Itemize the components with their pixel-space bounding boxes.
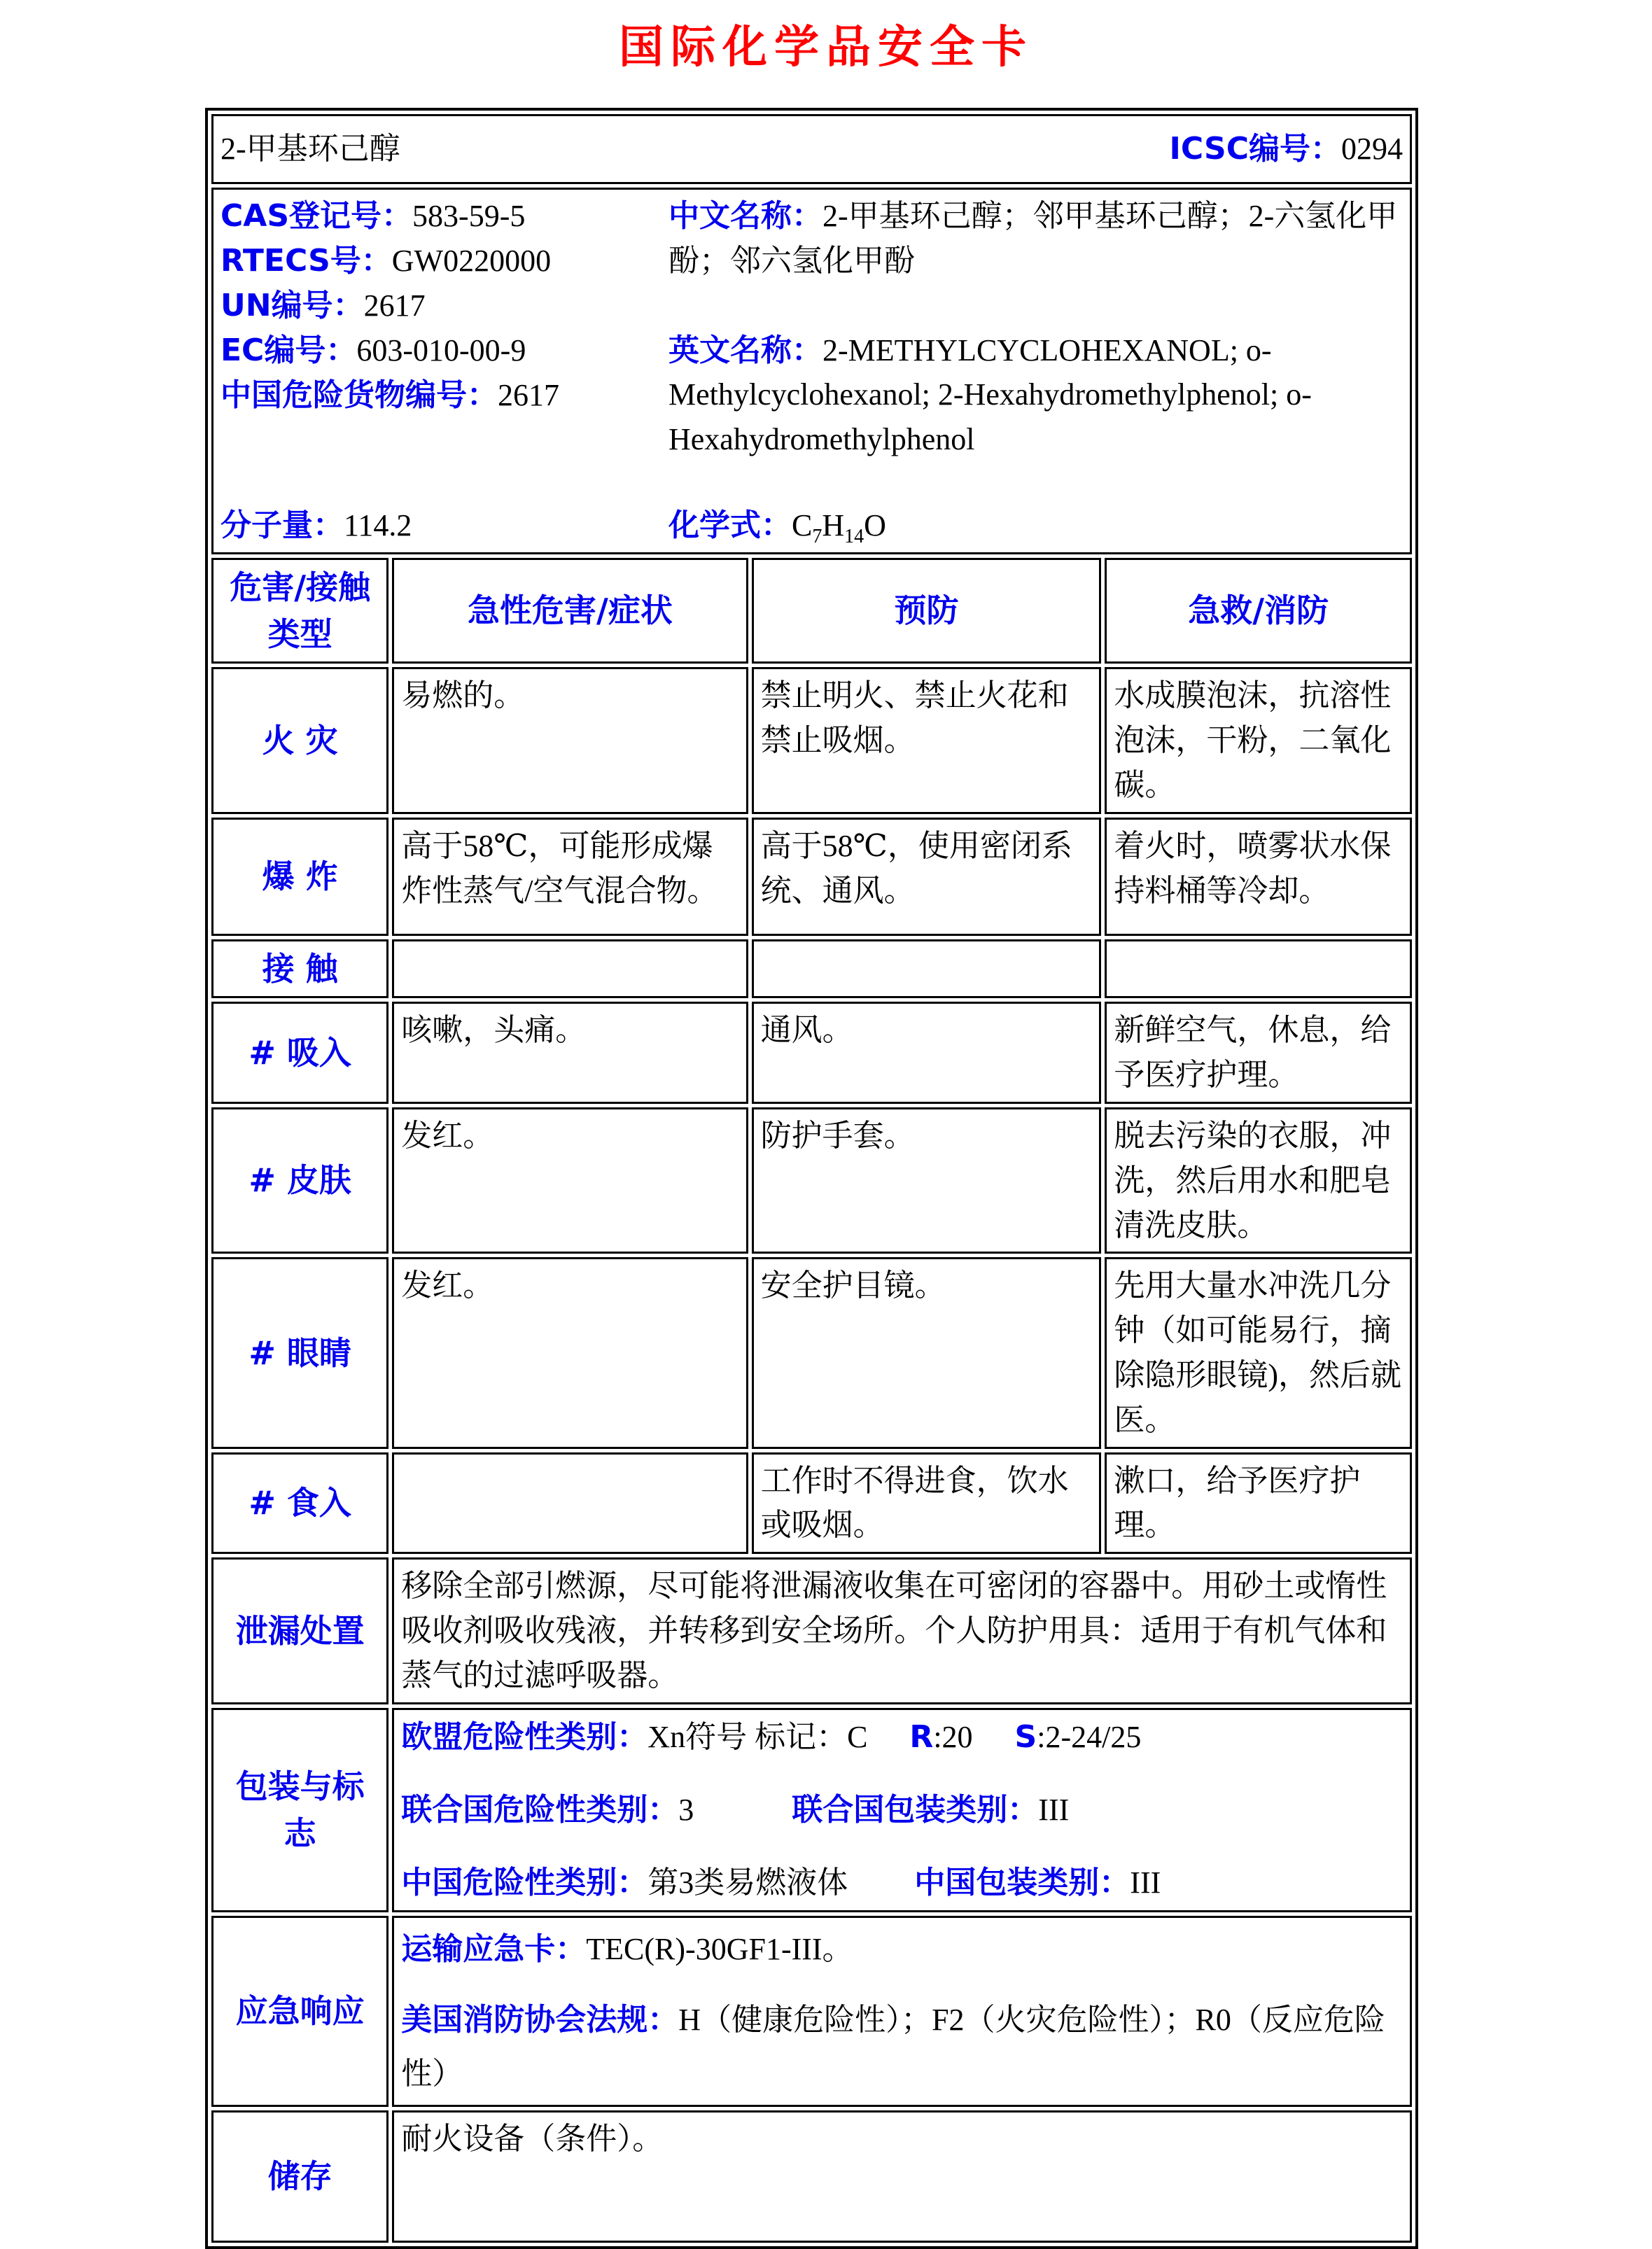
icsc-number-group: [1170, 127, 1403, 171]
ec-number-label: EC编号：: [220, 332, 357, 368]
storage-content: 耐火设备（条件）。: [392, 2110, 1412, 2243]
row-label-fire: 火 灾: [211, 667, 388, 813]
row-label-ingestion: # 食入: [211, 1452, 388, 1555]
chemical-names: [668, 194, 1403, 462]
registry-numbers: [220, 194, 668, 418]
ingestion-prevention: 工作时不得进食，饮水或吸烟。: [752, 1452, 1102, 1555]
china-class-value: 第3类易燃液体: [648, 1865, 848, 1900]
inhalation-response: 新鲜空气，休息，给予医疗护理。: [1105, 1002, 1412, 1104]
skin-symptoms: 发红。: [392, 1107, 748, 1254]
ec-number-line: [220, 328, 668, 373]
row-label-spill: 泄漏处置: [211, 1557, 388, 1704]
section-row-emergency: [211, 1916, 1412, 2107]
chemical-header-row: [211, 114, 1412, 184]
chemical-header-cell: [211, 114, 1412, 184]
un-pack-value: III: [1038, 1792, 1070, 1827]
row-label-emergency: 应急响应: [211, 1916, 388, 2107]
icsc-card-page: [0, 11, 1652, 2227]
english-name-line: [668, 328, 1403, 462]
chemical-name: 2-甲基环己醇: [220, 132, 400, 167]
eyes-response: 先用大量水冲洗几分钟（如可能易行，摘除隐形眼镜)，然后就医。: [1105, 1257, 1412, 1448]
ec-number-value: 603-010-00-9: [356, 333, 526, 367]
column-header-symptoms: 急性危害/症状: [392, 558, 748, 664]
ingestion-symptoms: [392, 1452, 748, 1555]
formula-line: [668, 503, 1403, 548]
molecular-weight-label: 分子量：: [220, 507, 344, 543]
hazard-row-eyes: [211, 1257, 1412, 1448]
eu-r-value: :20: [933, 1719, 973, 1754]
explosion-response: 着火时，喷雾状水保持料桶等冷却。: [1105, 818, 1412, 936]
hazard-row-fire: [211, 667, 1412, 813]
row-label-inhalation: # 吸入: [211, 1002, 388, 1104]
un-pack-label: 联合国包装类别：: [792, 1791, 1039, 1828]
identifier-left-column: [220, 194, 668, 548]
eu-classification-line: [401, 1714, 1403, 1760]
inhalation-symptoms: 咳嗽，头痛。: [392, 1002, 748, 1104]
icsc-number-value: 0294: [1341, 132, 1403, 167]
chinese-name-value: 2-甲基环己醇；邻甲基环己醇；2-六氢化甲酚；邻六氢化甲酚: [668, 199, 1398, 278]
formula-label: 化学式：: [668, 507, 792, 543]
un-number-line: [220, 283, 668, 328]
transport-card-value: TEC(R)-30GF1-III。: [586, 1931, 853, 1966]
row-label-packaging: 包装与标志: [211, 1708, 388, 1912]
identifier-cell: [211, 188, 1412, 554]
molecular-weight-line: [220, 503, 668, 548]
china-class-label: 中国危险性类别：: [401, 1864, 648, 1900]
column-header-hazard-type: 危害/接触类型: [211, 558, 388, 664]
formula-value: $C_7H_{14}O$: [792, 508, 886, 547]
un-number-value: 2617: [363, 288, 426, 323]
row-label-explosion: 爆 炸: [211, 818, 388, 936]
section-row-storage: [211, 2110, 1412, 2243]
eu-r-label: R: [909, 1718, 934, 1755]
identifier-right-column: [668, 194, 1403, 548]
rtecs-number-label: RTECS号：: [220, 243, 392, 279]
row-label-eyes: # 眼睛: [211, 1257, 388, 1448]
row-label-storage: 储存: [211, 2110, 388, 2243]
chemical-header: [220, 120, 1403, 178]
contact-response: [1105, 939, 1412, 999]
hazard-row-ingestion: [211, 1452, 1412, 1555]
un-class-label: 联合国危险性类别：: [401, 1791, 679, 1828]
section-row-packaging: [211, 1708, 1412, 1912]
china-pack-value: III: [1130, 1865, 1161, 1900]
transport-card-label: 运输应急卡：: [401, 1931, 587, 1967]
fire-prevention: 禁止明火、禁止火花和禁止吸烟。: [752, 667, 1102, 813]
fire-symptoms: 易燃的。: [392, 667, 748, 813]
explosion-symptoms: 高于58℃，可能形成爆炸性蒸气/空气混合物。: [392, 818, 748, 936]
chinese-name-line: [668, 194, 1403, 283]
identifier-row: [211, 188, 1412, 554]
china-classification-line: [401, 1860, 1403, 1906]
skin-prevention: 防护手套。: [752, 1107, 1102, 1254]
column-header-prevention: 预防: [752, 558, 1102, 664]
english-name-value: 2-METHYLCYCLOHEXANOL; o-Methylcyclohexanol; 2-Hexahydromethylphenol; o-Hexahydromethylphenol: [668, 332, 1312, 457]
row-label-skin: # 皮肤: [211, 1107, 388, 1254]
china-dg-number-value: 2617: [498, 378, 559, 412]
section-row-spill: [211, 1557, 1412, 1704]
eu-s-value: :2-24/25: [1037, 1719, 1142, 1754]
china-pack-label: 中国包装类别：: [914, 1864, 1130, 1900]
nfpa-label: 美国消防协会法规：: [401, 2001, 679, 2038]
eu-class-label: 欧盟危险性类别：: [401, 1718, 648, 1755]
rtecs-number-line: [220, 239, 668, 283]
un-number-label: UN编号：: [220, 288, 364, 323]
un-class-value: 3: [678, 1792, 694, 1827]
cas-number-label: CAS登记号：: [220, 198, 413, 234]
safety-card-table: [205, 108, 1418, 2249]
skin-response: 脱去污染的衣服，冲洗，然后用水和肥皂清洗皮肤。: [1105, 1107, 1412, 1254]
cas-number-value: 583-59-5: [412, 199, 526, 233]
eu-s-label: S: [1014, 1718, 1037, 1755]
spill-content: 移除全部引燃源，尽可能将泄漏液收集在可密闭的容器中。用砂土或惰性吸收剂吸收残液，并转移到安全场所。个人防护用具：适用于有机气体和蒸气的过滤呼吸器。: [392, 1557, 1412, 1704]
chinese-name-label: 中文名称：: [668, 198, 822, 234]
explosion-prevention: 高于58℃，使用密闭系统、通风。: [752, 818, 1102, 936]
packaging-content: [392, 1708, 1412, 1912]
row-label-contact: 接 触: [211, 939, 388, 999]
eu-class-value: Xn符号 标记：C: [648, 1719, 868, 1754]
identifier-grid: [220, 194, 1403, 548]
rtecs-number-value: GW0220000: [391, 244, 552, 278]
contact-prevention: [752, 939, 1102, 999]
emergency-content: [392, 1916, 1412, 2107]
hazard-row-skin: [211, 1107, 1412, 1254]
hazard-row-inhalation: [211, 1002, 1412, 1104]
eyes-prevention: 安全护目镜。: [752, 1257, 1102, 1448]
un-classification-line: [401, 1787, 1403, 1833]
nfpa-line: [401, 1993, 1403, 2101]
china-dg-number-line: [220, 373, 668, 418]
nfpa-value: H（健康危险性）；F2（火灾危险性）；R0（反应危险性）: [401, 2002, 1385, 2091]
column-header-firstaid: 急救/消防: [1105, 558, 1412, 664]
hazard-row-contact: [211, 939, 1412, 999]
eyes-symptoms: 发红。: [392, 1257, 748, 1448]
cas-number-line: [220, 194, 668, 239]
china-dg-number-label: 中国危险货物编号：: [220, 377, 498, 413]
contact-symptoms: [392, 939, 748, 999]
fire-response: 水成膜泡沫，抗溶性泡沫，干粉，二氧化碳。: [1105, 667, 1412, 813]
transport-card-line: [401, 1922, 1403, 1976]
english-name-label: 英文名称：: [668, 332, 822, 368]
icsc-number-label: ICSC编号：: [1169, 131, 1341, 167]
hazard-table-header-row: [211, 558, 1412, 664]
molecular-weight-value: 114.2: [344, 508, 412, 542]
hazard-row-explosion: [211, 818, 1412, 936]
page-title: 国际化学品安全卡: [619, 22, 1033, 73]
ingestion-response: 漱口，给予医疗护理。: [1105, 1452, 1412, 1555]
inhalation-prevention: 通风。: [752, 1002, 1102, 1104]
